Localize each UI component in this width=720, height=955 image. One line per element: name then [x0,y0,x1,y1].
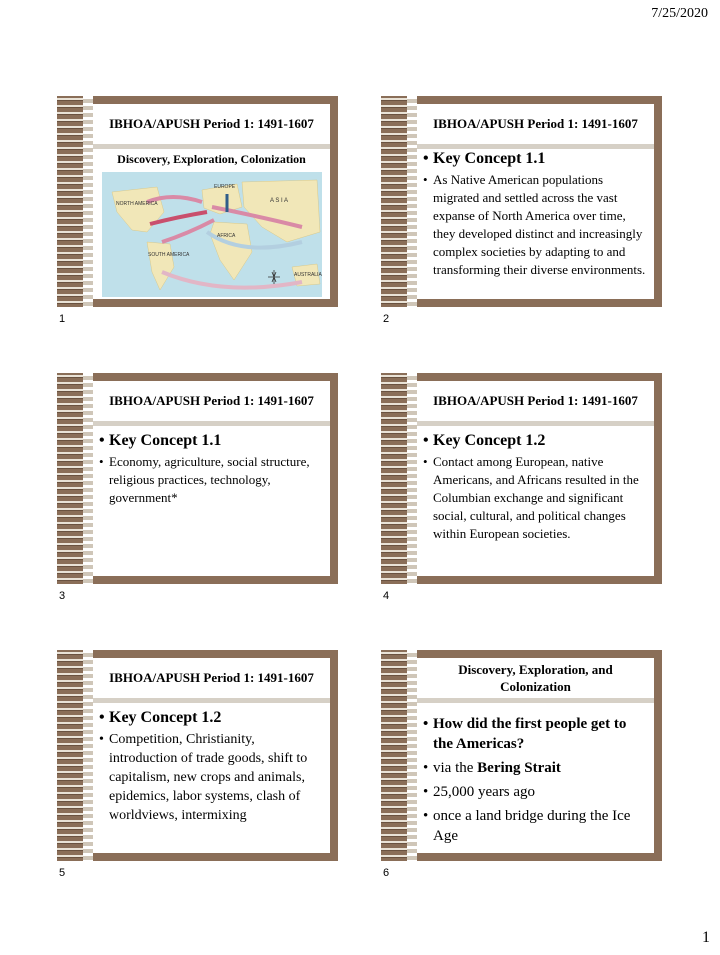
map-label-europe: EUROPE [213,184,235,190]
slide-paper: IBHOA/APUSH Period 1: 1491-1607 • Key Concept 1.2 • Contact among European, native Americans, and Africans resulted in the Columbian exchange and significant social, cultural, and political changes within European societies. [417,381,654,576]
page-number: 1 [702,929,710,946]
key-concept-heading: Key Concept 1.1 [433,150,546,167]
slide-title: IBHOA/APUSH Period 1: 1491-1607 [417,381,654,426]
slide-number: 2 [383,313,390,325]
question-heading: How did the first people get to the Americas? [433,716,627,752]
slide-6 [381,650,662,861]
bullet-text: via the [433,760,478,776]
bering-strait-text: Bering Strait [477,760,561,776]
slide-title: IBHOA/APUSH Period 1: 1491-1607 [93,104,330,149]
slide-paper: IBHOA/APUSH Period 1: 1491-1607 • Key Concept 1.1 • As Native American populations migrated and settled across the vast expanse of North America over time, they developed distinct and increasingly complex societies by adapting to and transforming their diverse environments. [417,104,654,299]
slide-number: 3 [59,590,66,602]
slide-paper: IBHOA/APUSH Period 1: 1491-1607 • Key Concept 1.2 • Competition, Christianity, introduction of trade goods, shift to capitalism, new crops and animals, epidemics, labor systems, clash of worldviews, intermixing [93,658,330,853]
map-label-australia: AUSTRALIA [293,272,322,278]
bullet-text: Competition, Christianity, introduction of trade goods, shift to capitalism, new crops and animals, epidemics, labor systems, clash of worldviews, intermixing [109,732,308,823]
slide-4 [381,373,662,584]
slide-paper [93,104,330,299]
map-label-asia: A S I A [269,198,288,204]
spiral-binding [57,96,93,307]
spiral-binding [381,96,417,307]
slide-paper: IBHOA/APUSH Period 1: 1491-1607 • Key Concept 1.1 • Economy, agriculture, social structure, religious practices, technology, government* [93,381,330,576]
slide-paper: Discovery, Exploration, and Colonization • How did the first people get to the Americas? • via the Bering Strait • 25,000 years ago • once a land bridge during the Ice Age [417,658,654,853]
bullet-text: As Native American populations migrated and settled across the vast expanse of North America over time, they developed distinct and increasingly complex societies by adapting to and transforming their diverse environments. [433,172,646,277]
slide-number: 5 [59,867,66,879]
slide-title: Discovery, Exploration, and Colonization [417,658,654,703]
bullet-text: Contact among European, native Americans, and Africans resulted in the Columbian exchange and significant social, cultural, and political changes within European societies. [433,454,639,541]
bullet-text: once a land bridge during the Ice Age [433,808,631,844]
slide-2 [381,96,662,307]
slide-title: IBHOA/APUSH Period 1: 1491-1607 [417,104,654,149]
slide-subtitle: Discovery, Exploration, Colonization [117,152,306,166]
key-concept-heading: Key Concept 1.2 [109,709,222,726]
print-date: 7/25/2020 [651,6,708,21]
map-label-north-america: NORTH AMERICA [115,201,158,207]
spiral-binding [381,650,417,861]
slide-5 [57,650,338,861]
bullet-text: 25,000 years ago [433,784,536,800]
key-concept-heading: Key Concept 1.1 [109,432,222,449]
spiral-binding [57,373,93,584]
spiral-binding [381,373,417,584]
slide-3 [57,373,338,584]
slide-number: 1 [59,313,66,325]
bullet-text: Economy, agriculture, social structure, religious practices, technology, government* [109,454,310,505]
slide-title: IBHOA/APUSH Period 1: 1491-1607 [93,381,330,426]
slide-title: IBHOA/APUSH Period 1: 1491-1607 [93,658,330,703]
key-concept-heading: Key Concept 1.2 [433,432,546,449]
map-label-south-america: SOUTH AMERICA [147,252,189,258]
slide-number: 4 [383,590,390,602]
slide-number: 6 [383,867,390,879]
slide-1 [57,96,338,307]
map-label-africa: AFRICA [216,233,235,239]
spiral-binding [57,650,93,861]
exploration-map [102,172,322,297]
